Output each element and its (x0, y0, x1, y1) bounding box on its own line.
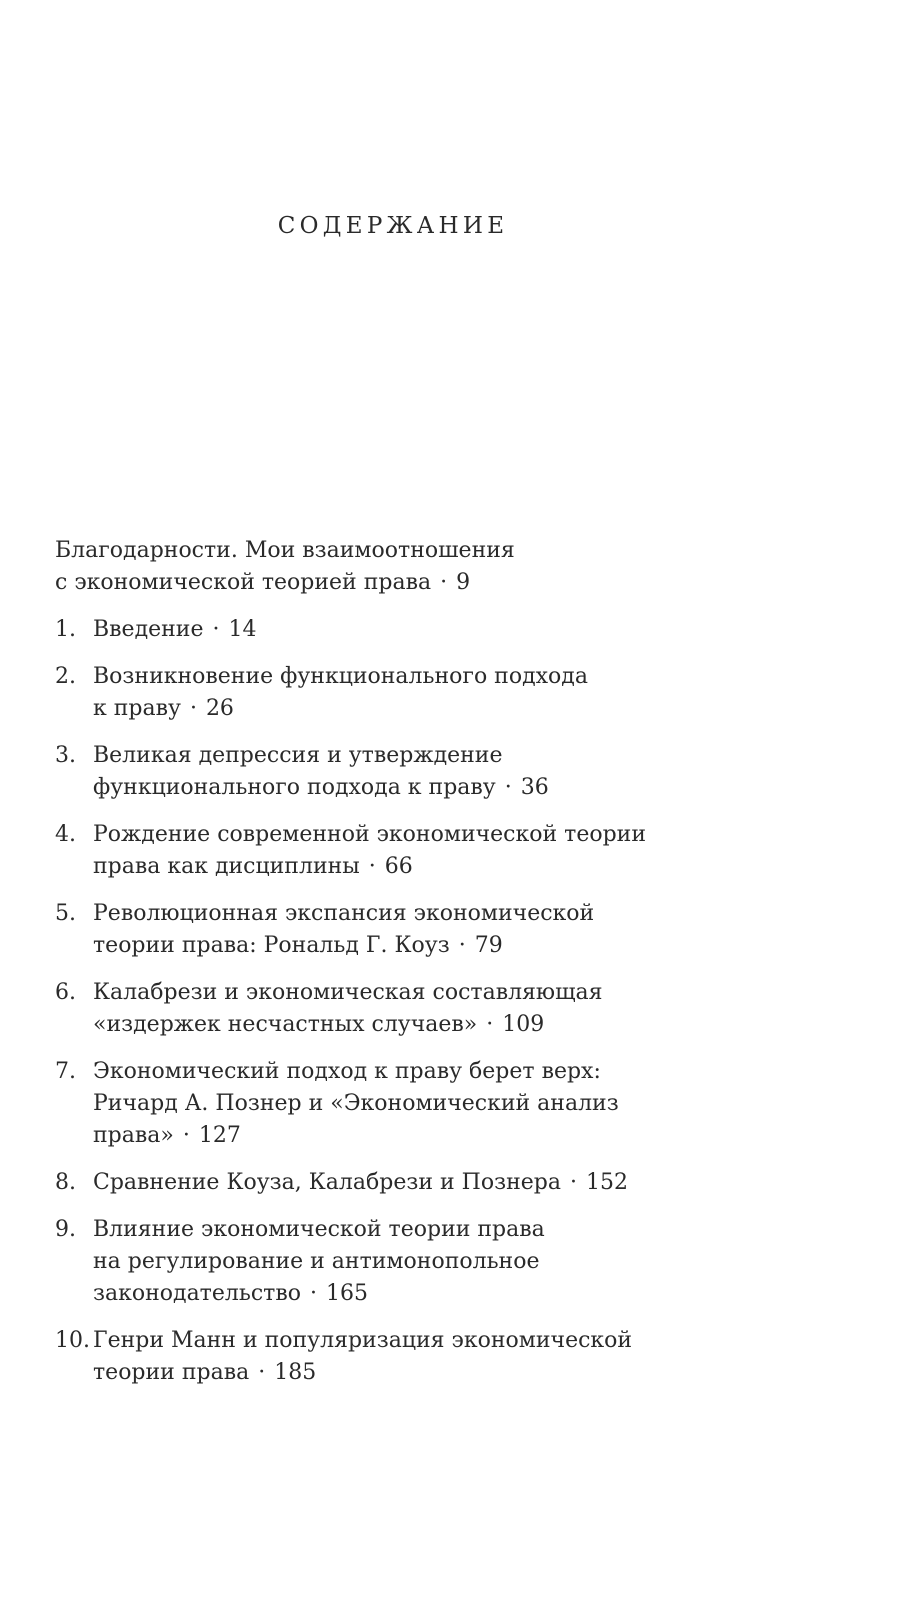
chapter-number: 2. (55, 664, 76, 689)
page-separator: · (368, 854, 376, 879)
chapter-number: 1. (55, 617, 76, 642)
toc-line: Экономический подход к праву берет верх: (93, 1059, 601, 1084)
toc-entry-chapter-8 (55, 1167, 755, 1199)
toc-line-last (93, 930, 755, 962)
page-separator: · (504, 775, 512, 800)
toc-line: Генри Манн и популяризация экономической (93, 1328, 633, 1353)
chapter-number: 6. (55, 980, 76, 1005)
chapter-number: 7. (55, 1059, 76, 1084)
page-number: 152 (585, 1170, 628, 1195)
toc-line-last (93, 772, 755, 804)
toc-line: Возникновение функционального подхода (93, 664, 588, 689)
toc-line: Влияние экономической теории права (93, 1217, 545, 1242)
page-number: 185 (274, 1360, 317, 1385)
toc-entry-chapter-1 (55, 614, 755, 646)
page-separator: · (309, 1281, 317, 1306)
toc-entry-chapter-3 (55, 740, 755, 804)
toc-entry-chapter-2 (55, 661, 755, 725)
toc-line-text: теории права: Рональд Г. Коуз (93, 933, 450, 958)
toc-line-last (55, 567, 755, 599)
chapter-number: 9. (55, 1217, 76, 1242)
page-separator: · (569, 1170, 577, 1195)
toc-line: Рождение современной экономической теории (93, 822, 646, 847)
page-number: 36 (520, 775, 549, 800)
toc-line: Калабрези и экономическая составляющая (93, 980, 603, 1005)
toc-entry-chapter-9 (55, 1214, 755, 1310)
page-title: СОДЕРЖАНИЕ (277, 213, 509, 239)
table-of-contents (55, 535, 755, 1404)
toc-line-text: законодательство (93, 1281, 301, 1306)
page-separator: · (212, 617, 220, 642)
toc-entry-chapter-5 (55, 898, 755, 962)
toc-line-last (93, 1278, 755, 1310)
page-separator: · (258, 1360, 266, 1385)
toc-entry-chapter-6 (55, 977, 755, 1041)
page-number: 66 (384, 854, 413, 879)
chapter-number: 5. (55, 901, 76, 926)
page-separator: · (440, 570, 448, 595)
toc-line: Революционная экспансия экономической (93, 901, 595, 926)
toc-line-text: права как дисциплины (93, 854, 360, 879)
page-number: 26 (205, 696, 234, 721)
chapter-number: 3. (55, 743, 76, 768)
page-separator: · (189, 696, 197, 721)
page-separator: · (486, 1012, 494, 1037)
page-separator: · (458, 933, 466, 958)
toc-line-last (93, 1120, 755, 1152)
toc-line: Великая депрессия и утверждение (93, 743, 503, 768)
toc-line-last (93, 1357, 755, 1389)
toc-line-last (93, 851, 755, 883)
toc-line: на регулирование и антимонопольное (93, 1249, 540, 1274)
toc-line-text: «издержек несчастных случаев» (93, 1012, 478, 1037)
toc-line: Благодарности. Мои взаимоотношения (55, 538, 515, 563)
toc-line-text: Сравнение Коуза, Калабрези и Познера (93, 1170, 561, 1195)
page-number: 9 (456, 570, 471, 595)
toc-line-last (93, 693, 755, 725)
chapter-number: 10. (55, 1328, 90, 1353)
toc-line-text: Введение (93, 617, 204, 642)
toc-line-text: функционального подхода к праву (93, 775, 496, 800)
toc-line-text: теории права (93, 1360, 250, 1385)
page-number: 127 (198, 1123, 241, 1148)
toc-line-text: к праву (93, 696, 181, 721)
page-separator: · (182, 1123, 190, 1148)
toc-line-last (93, 1167, 755, 1199)
chapter-number: 8. (55, 1170, 76, 1195)
toc-entry-chapter-7 (55, 1056, 755, 1152)
toc-entry-acknowledgments (55, 535, 755, 599)
chapter-number: 4. (55, 822, 76, 847)
toc-line: Ричард А. Познер и «Экономический анализ (93, 1091, 619, 1116)
toc-line-text: с экономической теорией права (55, 570, 432, 595)
page-number: 79 (474, 933, 503, 958)
page-number: 14 (228, 617, 257, 642)
page-number: 109 (502, 1012, 545, 1037)
toc-line-last (93, 1009, 755, 1041)
toc-line-text: права» (93, 1123, 174, 1148)
toc-line-last (93, 614, 755, 646)
toc-entry-chapter-4 (55, 819, 755, 883)
page-number: 165 (325, 1281, 368, 1306)
toc-entry-chapter-10 (55, 1325, 755, 1389)
